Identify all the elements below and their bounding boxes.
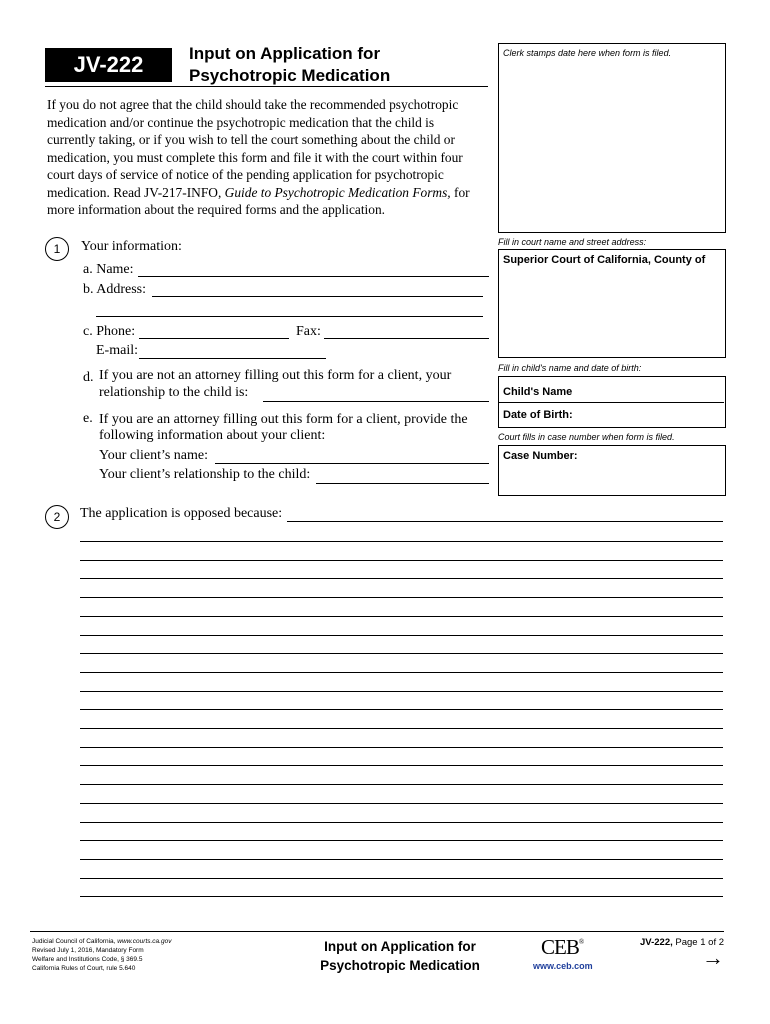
reason-input-line[interactable]	[80, 859, 723, 860]
item-e-line1: If you are an attorney filling out this form for a client, provide the	[99, 412, 468, 427]
section1-number: 1	[45, 237, 69, 261]
form-title-line2: Psychotropic Medication	[189, 66, 391, 85]
fax-input[interactable]	[324, 338, 489, 339]
address-input-line2[interactable]	[96, 316, 483, 317]
item-d-line1: If you are not an attorney filling out this form for a client, your	[99, 368, 452, 383]
item-e-letter: e.	[83, 411, 93, 426]
dob-label: Date of Birth:	[503, 409, 573, 421]
child-note: Fill in child's name and date of birth:	[498, 363, 642, 373]
next-page-arrow-icon[interactable]: →	[702, 945, 724, 970]
clerk-stamp-note: Clerk stamps date here when form is filed.	[503, 48, 672, 58]
reason-input-line[interactable]	[80, 728, 723, 729]
reason-input-line[interactable]	[80, 784, 723, 785]
reason-input-line[interactable]	[80, 616, 723, 617]
name-input[interactable]	[138, 276, 489, 277]
court-note: Fill in court name and street address:	[498, 237, 647, 247]
intro-line: court days of service of notice of the pending application for psychotropic	[47, 167, 444, 182]
footer-rule	[30, 931, 724, 932]
intro-line: medication and/or continue the psychotropic medication that the child is	[47, 114, 435, 130]
reason-input-line[interactable]	[80, 672, 723, 673]
section2-heading: The application is opposed because:	[80, 506, 283, 521]
clerk-stamp-box[interactable]	[498, 43, 726, 233]
footer-citation-line: Revised July 1, 2016, Mandatory Form	[32, 947, 144, 954]
client-relationship-input[interactable]	[316, 483, 489, 484]
reason-input-first[interactable]	[287, 521, 723, 522]
court-label: Superior Court of California, County of	[503, 254, 706, 266]
reason-input-line[interactable]	[80, 635, 723, 636]
reason-input-line[interactable]	[80, 653, 723, 654]
child-box-divider	[498, 402, 724, 403]
form-id-badge: JV-222	[45, 48, 172, 82]
reason-input-line[interactable]	[80, 691, 723, 692]
footer-title-line1: Input on Application for	[324, 939, 476, 954]
footer-citation-line: California Rules of Court, rule 5.640	[32, 965, 136, 972]
item-d-letter: d.	[83, 370, 94, 385]
intro-line: If you do not agree that the child should take the recommended psychotropic	[47, 97, 459, 112]
reason-input-line[interactable]	[80, 578, 723, 579]
reason-input-line[interactable]	[80, 541, 723, 542]
intro-text: medication. Read JV-217-INFO,	[47, 184, 225, 200]
footer-text: Judicial Council of California,	[32, 938, 118, 945]
intro-paragraph	[47, 96, 492, 219]
client-relationship-label: Your client’s relationship to the child:	[99, 467, 311, 482]
email-input[interactable]	[139, 358, 326, 359]
client-name-label: Your client’s name:	[99, 448, 209, 463]
reason-input-line[interactable]	[80, 597, 723, 598]
reason-input-line[interactable]	[80, 840, 723, 841]
footer-citation-line	[32, 937, 171, 946]
ceb-url[interactable]: www.ceb.com	[533, 961, 593, 971]
reason-input-line[interactable]	[80, 896, 723, 897]
intro-line	[47, 184, 492, 202]
fax-label: Fax:	[296, 324, 321, 339]
child-name-label: Child's Name	[503, 386, 573, 398]
case-note: Court fills in case number when form is filed.	[498, 432, 675, 442]
ceb-registered-mark: ®	[578, 938, 584, 946]
ceb-logo	[541, 935, 583, 960]
intro-text: for	[450, 184, 470, 200]
case-number-label: Case Number:	[503, 450, 578, 462]
reason-input-line[interactable]	[80, 822, 723, 823]
page-form-id: JV-222,	[640, 937, 673, 948]
item-e-line2: following information about your client:	[99, 428, 326, 443]
section2-number: 2	[45, 505, 69, 529]
ceb-logo-text: CEB	[541, 935, 579, 959]
relationship-input[interactable]	[263, 401, 489, 402]
phone-label: c. Phone:	[83, 324, 136, 339]
reason-input-line[interactable]	[80, 765, 723, 766]
phone-input[interactable]	[139, 338, 289, 339]
reason-input-line[interactable]	[80, 803, 723, 804]
email-label: E-mail:	[96, 343, 138, 358]
name-label: a. Name:	[83, 262, 134, 277]
footer-citation	[32, 937, 171, 973]
footer-title-line2: Psychotropic Medication	[320, 958, 480, 973]
reason-input-line[interactable]	[80, 878, 723, 879]
guide-title: Guide to Psychotropic Medication Forms,	[224, 184, 451, 200]
item-d-line2: relationship to the child is:	[99, 385, 249, 400]
address-label: b. Address:	[83, 282, 146, 297]
intro-line: currently taking, or if you wish to tell the court something about the child or	[47, 132, 455, 147]
reason-input-line[interactable]	[80, 560, 723, 561]
page-count: Page 1 of 2	[672, 937, 724, 948]
reason-input-line[interactable]	[80, 709, 723, 710]
courts-url[interactable]: www.courts.ca.gov	[117, 938, 172, 945]
reason-input-line[interactable]	[80, 747, 723, 748]
client-name-input[interactable]	[215, 463, 489, 464]
form-title-line1: Input on Application for	[189, 44, 381, 63]
section1-heading: Your information:	[81, 239, 182, 254]
header-rule	[45, 86, 488, 87]
intro-line: medication, you must complete this form and file it with the court within four	[47, 149, 463, 165]
address-input[interactable]	[152, 296, 483, 297]
intro-line: more information about the required forms and the application.	[47, 202, 386, 217]
footer-citation-line: Welfare and Institutions Code, § 369.5	[32, 956, 143, 963]
